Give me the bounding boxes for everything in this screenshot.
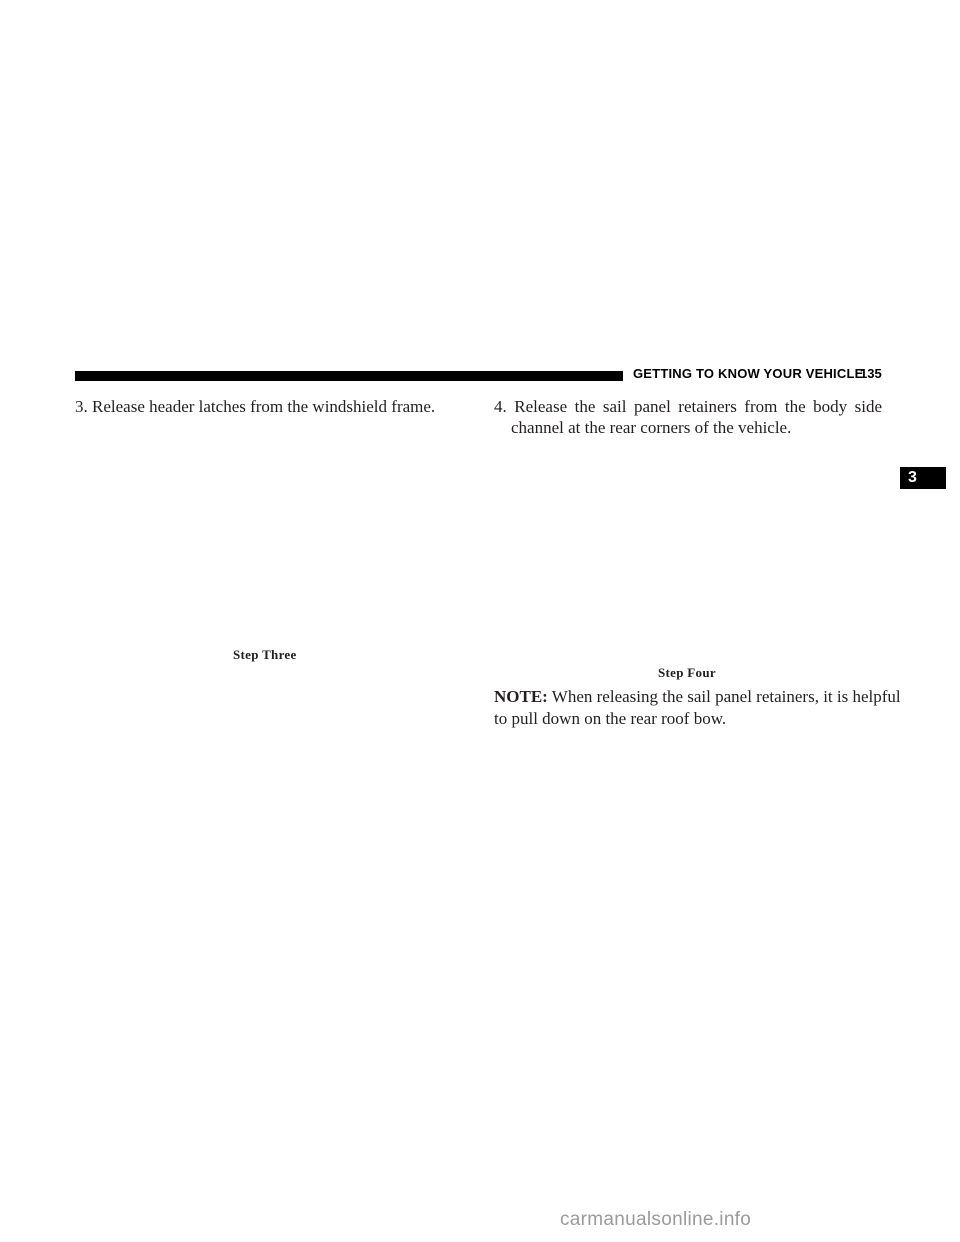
step-three-figure (75, 425, 463, 640)
note-line1: NOTE: When releasing the sail panel retainers, it is helpful (494, 687, 901, 706)
note-line2: to pull down on the rear roof bow. (494, 709, 727, 728)
step-four-line2: channel at the rear corners of the vehicle. (511, 418, 792, 437)
section-title: GETTING TO KNOW YOUR VEHICLE (633, 366, 864, 381)
note-label: NOTE: (494, 687, 548, 706)
watermark[interactable]: carmanualsonline.info (560, 1209, 752, 1230)
header-rule (75, 371, 623, 381)
step-three-caption: Step Three (233, 647, 297, 662)
note-block (494, 686, 901, 730)
page-number: 135 (860, 366, 882, 381)
step-four-figure (494, 445, 882, 660)
step-four-number: 4. (494, 397, 507, 416)
step-four-text (494, 396, 882, 438)
step-four-caption: Step Four (658, 665, 716, 680)
chapter-tab[interactable]: 3 (900, 467, 946, 489)
step-four-line1: 4. Release the sail panel retainers from the body side (494, 397, 882, 416)
step-three-text: 3. Release header latches from the windshield frame. (75, 397, 436, 416)
